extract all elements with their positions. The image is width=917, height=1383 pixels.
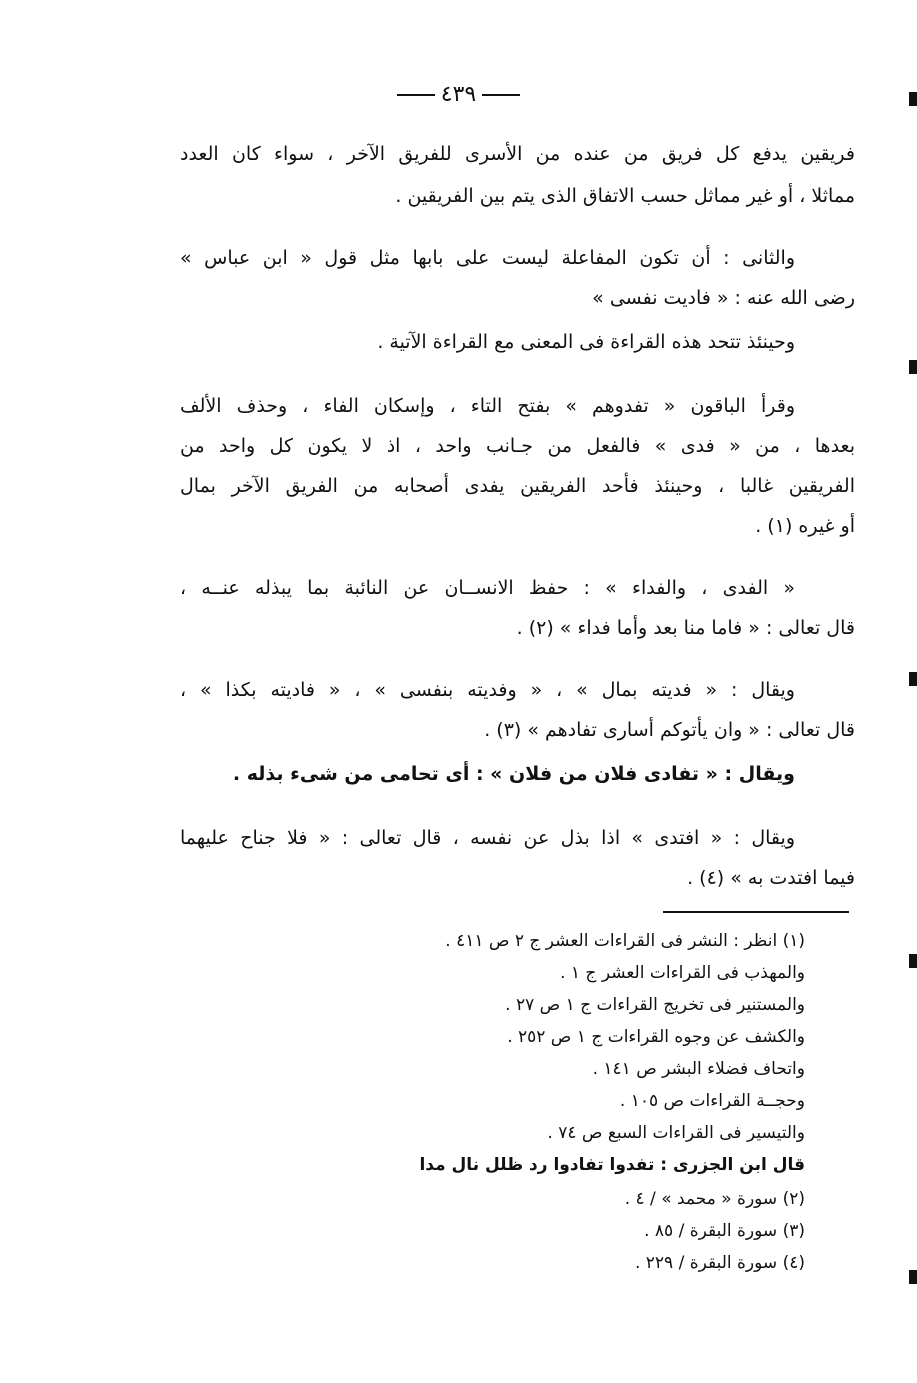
body-line: وحينئذ تتحد هذه القراءة فى المعنى مع القراءة الآتية . — [377, 331, 795, 353]
scan-margin-mark — [909, 954, 917, 968]
page-number-right-dash — [482, 94, 520, 96]
footnote-line: والتيسير فى القراءات السبع ص ٧٤ . — [547, 1123, 805, 1143]
body-line: مماثلا ، أو غير مماثل حسب الاتفاق الذى يتم بين الفريقين . — [395, 185, 855, 207]
body-line: بعدها ، من « فدى » فالفعل من جـانب واحد ، اذ لا يكون كل واحد من — [180, 435, 855, 457]
body-line: والثانى : أن تكون المفاعلة ليست على بابها مثل قول « ابن عباس » — [180, 247, 795, 269]
scan-margin-mark — [909, 360, 917, 374]
body-line: قال تعالى : « فاما منا بعد وأما فداء » (٢) . — [516, 617, 855, 639]
footnote-line: (١) انظر : النشر فى القراءات العشر ج ٢ ص ٤١١ . — [445, 931, 805, 951]
body-line: رضى الله عنه : « فاديت نفسى » — [592, 287, 855, 309]
footnote-line: (٢) سورة « محمد » / ٤ . — [624, 1189, 805, 1209]
body-line: أو غيره (١) . — [755, 515, 855, 537]
body-line: ويقال : « تفادى فلان من فلان » : أى تحامى من شىء بذله . — [232, 763, 795, 785]
footnote-line: والمستنير فى تخريج القراءات ج ١ ص ٢٧ . — [505, 995, 805, 1015]
footnote-line: (٤) سورة البقرة / ٢٢٩ . — [634, 1253, 805, 1273]
body-line: وقرأ الباقون « تفدوهم » بفتح التاء ، وإسكان الفاء ، وحذف الألف — [180, 395, 795, 417]
body-line: الفريقين غالبا ، وحينئذ فأحد الفريقين يفدى أصحابه من الفريق الآخر بمال — [180, 475, 855, 497]
page-number — [0, 82, 917, 107]
scan-margin-mark — [909, 672, 917, 686]
body-line: « الفدى ، والفداء » : حفظ الانســان عن النائبة بما يبذله عنــه ، — [180, 577, 795, 599]
footnote-line: والمهذب فى القراءات العشر ج ١ . — [560, 963, 805, 983]
page-number-left-dash — [397, 94, 435, 96]
body-line: ويقال : « فديته بمال » ، « وفديته بنفسى » ، « فاديته بكذا » ، — [180, 679, 795, 701]
footnote-line: والكشف عن وجوه القراءات ج ١ ص ٢٥٢ . — [507, 1027, 805, 1047]
footnote-line: واتحاف فضلاء البشر ص ١٤١ . — [592, 1059, 805, 1079]
footnote-separator — [663, 911, 849, 913]
body-line: فيما افتدت به » (٤) . — [687, 867, 855, 889]
page-number-value: ٤٣٩ — [440, 82, 477, 107]
scan-margin-mark — [909, 1270, 917, 1284]
footnote-line: (٣) سورة البقرة / ٨٥ . — [644, 1221, 805, 1241]
scan-margin-mark — [909, 92, 917, 106]
body-line: ويقال : « افتدى » اذا بذل عن نفسه ، قال تعالى : « فلا جناح عليهما — [180, 827, 795, 849]
body-line: فريقين يدفع كل فريق من عنده من الأسرى للفريق الآخر ، سواء كان العدد — [180, 143, 855, 165]
footnote-line: وحجــة القراءات ص ١٠٥ . — [619, 1091, 805, 1111]
body-line: قال تعالى : « وان يأتوكم أسارى تفادهم » (٣) . — [484, 719, 855, 741]
footnote-line: قال ابن الجزرى : تفدوا تفادوا رد ظلل نال مدا — [419, 1155, 805, 1175]
